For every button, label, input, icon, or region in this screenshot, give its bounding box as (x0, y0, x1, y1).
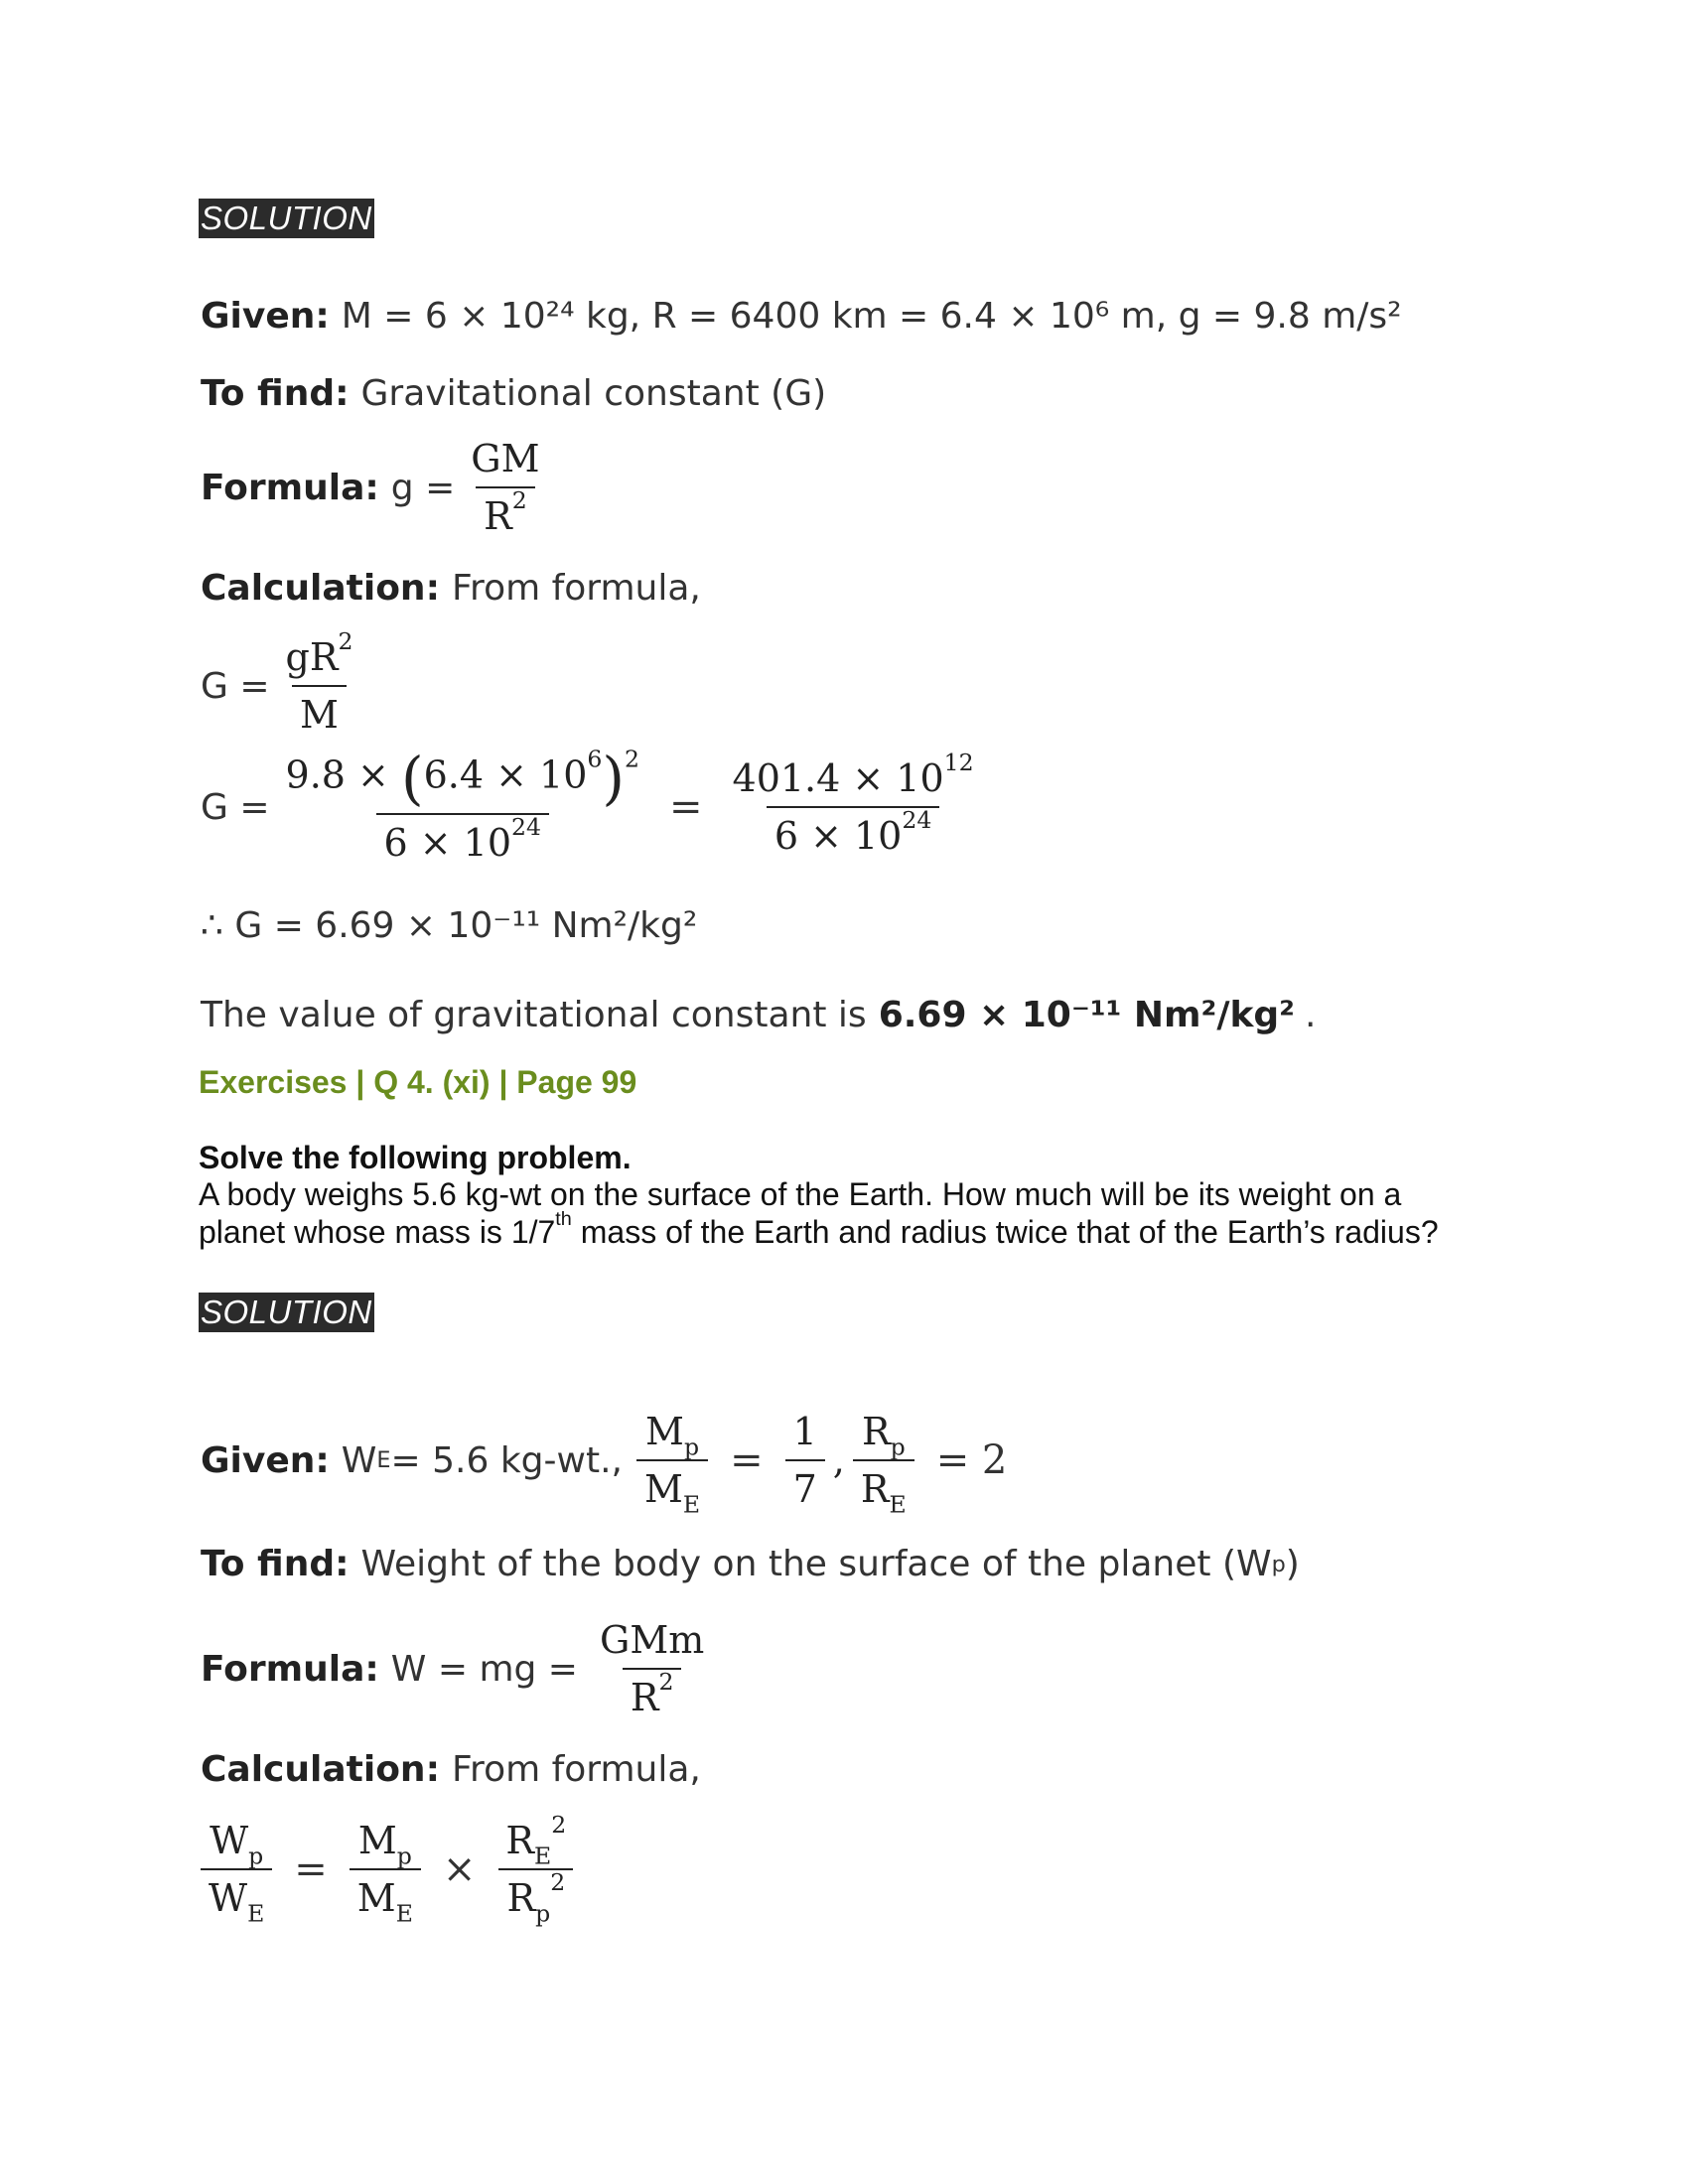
equation-g-substitution: G = $\frac{9.8 \times (6.4 \times 10^6)^2}{6 \times 10^{24}}$ = $\frac{401.4 \times 10^{12}}{6 \times 10^{24}}$ (201, 745, 974, 865)
given-line-2: Given: W E = 5.6 kg-wt., $\frac{M_p}{M_E}$ = $\frac{1}{7}$ , $\frac{R_p}{R_E}$ = 2 (201, 1410, 1008, 1519)
formula-line-2: Formula: W = mg = $\frac{\text{GMm}}{R^2}$ (201, 1618, 705, 1719)
given-label-2: Given: (201, 1439, 330, 1481)
conclusion-line: The value of gravitational constant is 6.69 × 10⁻¹¹ Nm²/kg² . (201, 995, 1317, 1035)
to-find-line (201, 373, 826, 414)
formula-lhs: g = (390, 467, 456, 508)
given-line (201, 296, 1402, 337)
calculation-text: From formula, (451, 568, 701, 609)
to-find-line-2: To find: Weight of the body on the surface of the planet (W p ) (201, 1544, 1300, 1584)
conclusion-text: The value of gravitational constant is (201, 995, 867, 1035)
calculation-line (201, 568, 701, 609)
formula-label: Formula: (201, 467, 379, 508)
formula-line (201, 437, 556, 538)
solution-badge-2: SOLUTION (201, 1294, 372, 1330)
solution-badge: SOLUTION (201, 200, 372, 236)
formula-fraction: $\frac{GM}{R^2}$ (471, 437, 540, 538)
equation-g-ratio: G = $\frac{gR^2}{M}$ (201, 626, 353, 737)
formula-label-2: Formula: (201, 1648, 379, 1690)
given-text: M = 6 × 10²⁴ kg, R = 6400 km = 6.4 × 10⁶ m, g = 9.8 m/s² (341, 296, 1402, 337)
question-heading: Solve the following problem. (199, 1140, 632, 1175)
calculation-line-2: Calculation: From formula, (201, 1749, 701, 1790)
calculation-label: Calculation: (201, 568, 440, 609)
question-text: A body weighs 5.6 kg-wt on the surface of the Earth. How much will be its weight on a planet whose mass is 1/7th mass of the Earth and radius twice that of the Earth’s radius? (199, 1176, 1439, 1250)
to-find-label: To find: (201, 373, 350, 414)
result-line: ∴ G = 6.69 × 10⁻¹¹ Nm²/kg² (201, 905, 698, 946)
calculation-label-2: Calculation: (201, 1749, 440, 1790)
to-find-text: Gravitational constant (G) (360, 373, 827, 414)
to-find-label-2: To find: (201, 1544, 350, 1584)
conclusion-value: 6.69 × 10⁻¹¹ Nm²/kg² (878, 995, 1295, 1035)
given-label: Given: (201, 296, 330, 337)
question-reference-link[interactable]: Exercises | Q 4. (xi) | Page 99 (199, 1064, 637, 1100)
equation-weight-ratio: $\frac{W_p}{W_E}$ = $\frac{M_p}{M_E}$ × $\frac{R_E^2}{R_p^2}$ (201, 1819, 582, 1920)
